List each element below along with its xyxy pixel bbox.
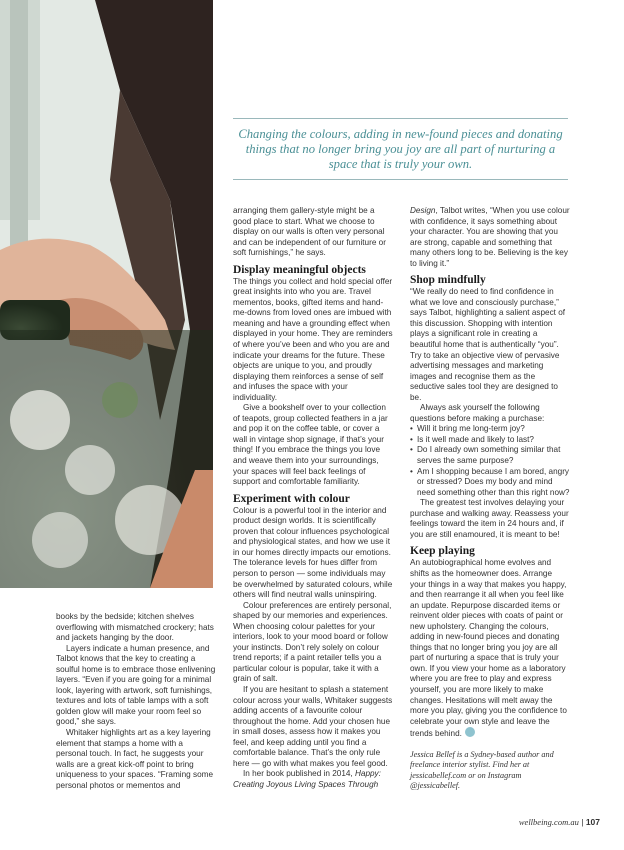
paragraph: Give a bookshelf over to your collection of teapots, group collected feathers in a jar and pop it on the coffee table, or cover a wall in vintage shop signage, if that’s your thing! If you embrace the things you love and weave them into your surroundings, your spaces will feel back feelings of support and comfortable familiarity. <box>233 403 388 487</box>
column-right <box>410 206 570 792</box>
author-bio: Jessica Bellef is a Sydney-based author and freelance interior stylist. Find her at jessicabellef.com or on Instagram @jessicabellef. <box>410 749 554 791</box>
text: , Talbot writes, “When you use colour with confidence, it says something about your character. You are showing that you are strong, capable and something that many others long to be. Believing is the key to living it.” <box>410 206 570 268</box>
paragraph: Layers indicate a human presence, and Talbot knows that the key to creating a soulful home is to embrace those enlivening layers. “Even if you are going for a minimal look, layering with artwork, soft furnishings, textures and lots of table lamps with a soft golden glow will make your room feel so good,” she says. <box>56 643 216 727</box>
column-left <box>56 612 216 791</box>
list-item: • Is it well made and likely to last? <box>410 435 570 446</box>
paragraph: arranging them gallery-style might be a good place to start. What we choose to display on our walls is often very personal and can be independent of our furniture or soft furnishings,” he says. <box>233 206 386 258</box>
book-title: Happy: Creating Joyous Living Spaces Through <box>233 769 381 789</box>
pull-quote <box>233 118 568 180</box>
section-heading: Keep playing <box>410 545 475 558</box>
paragraph: books by the bedside; kitchen shelves overflowing with mismatched crockery; hats and jackets hanging by the door. <box>56 612 214 643</box>
paragraph: The greatest test involves delaying your purchase and walking away. Reassess your feelings toward the item in 24 hours and, if you are still enamoured, it is meant to be! <box>410 498 569 539</box>
paragraph <box>233 769 393 790</box>
section-heading: Experiment with colour <box>233 492 350 505</box>
paragraph: Colour preferences are entirely personal, shaped by our memories and experiences. When choosing colour palettes for your interiors, look to your mood board or follow your instincts. Don’t rely solely on colour trend reports; if a paint retailer tells you a particular colour is popular, take it with a grain of salt. <box>233 600 392 684</box>
paragraph: Always ask yourself the following questions before making a purchase: <box>410 403 545 423</box>
hero-photo <box>0 0 213 588</box>
paragraph: Whitaker highlights art as a key layering element that stamps a home with a personal touch. In fact, he suggests your walls are a great kick-off point to bring uniqueness to your spaces. “Framing some personal photos or mementos and <box>56 728 214 790</box>
footer-site: wellbeing.com.au <box>518 817 579 827</box>
section-heading: Shop mindfully <box>410 274 486 287</box>
paragraph <box>410 558 570 739</box>
page-footer <box>519 817 600 827</box>
section-heading: Display meaningful objects <box>233 263 366 276</box>
list-item: • Will it bring me long-term joy? <box>410 424 570 435</box>
pull-quote-text: Changing the colours, adding in new-found pieces and donating things that no longer bring you joy are all part of nurturing a space that is truly your own. <box>238 127 563 171</box>
paragraph <box>410 206 570 269</box>
text: An autobiographical home evolves and shifts as the homeowner does. Arrange your things in a way that makes you happy, and then rearrange it all when you feel like an update. Repurpose discarded items or reinvent older pieces with coats of paint or new upholstery. Changing the colours, adding in new-found pieces and donating things that no longer bring you joy are all part of nurturing a space that is truly your own. If you view your home as a laboratory where you are free to play and express yourself, you are more likely to make changes. Hesitations will melt away the more you play, giving you the confidence to celebrate your own style and leave the trends behind. <box>410 558 567 739</box>
question-list <box>410 424 570 498</box>
paragraph: Colour is a powerful tool in the interior and product design worlds. It is scientifically proven that colour influences psychological and physiological states, and how we use it in our homes directly impacts our emotions. The tolerance levels for hues differ from person to person — some individuals may be overwhelmed by saturated colours, while others will find neutral walls uninspiring. <box>233 505 393 600</box>
column-middle <box>233 206 393 790</box>
text: In her book published in 2014, <box>243 769 355 779</box>
end-mark-icon <box>465 727 475 737</box>
paragraph: If you are hesitant to splash a statement colour across your walls, Whitaker suggests adding accents of a favourite colour throughout the home. Add your chosen hue in small doses, assess how it makes you feel, and keep adding until you find a comfortable balance. That’s the only rule here — go with what makes you feel good. <box>233 684 393 768</box>
book-title: Design <box>410 206 436 215</box>
paragraph: The things you collect and hold special offer great insights into who you are. Travel mementos, books, gifted items and hand-me-downs from loved ones are imbued with meaning and have a grounding effect when displayed in your home. They are reminders of where you’ve been and who you are and indicate your dreams for the future. These objects are unique to you, and proudly displaying them reinforces a sense of self and infuses the space with your individuality. <box>233 276 393 402</box>
list-item: • Am I shopping because I am bored, angry or stressed? Does my body and mind need something other than this right now? <box>410 467 570 499</box>
footer-separator: | <box>581 817 584 827</box>
list-item: • Do I already own something similar that serves the same purpose? <box>410 445 570 466</box>
paragraph: “We really do need to find confidence in what we love and consciously purchase,” says Talbot, highlighting a salient aspect of this discussion. Shopping with intention plays a significant role in creating a beautiful home that is authentically “you”. Try to take an objective view of pervasive advertising messages and marketing images and recognise them as the seductive sales tool they are designed to be. <box>410 287 566 402</box>
page-number: 107 <box>585 817 600 827</box>
